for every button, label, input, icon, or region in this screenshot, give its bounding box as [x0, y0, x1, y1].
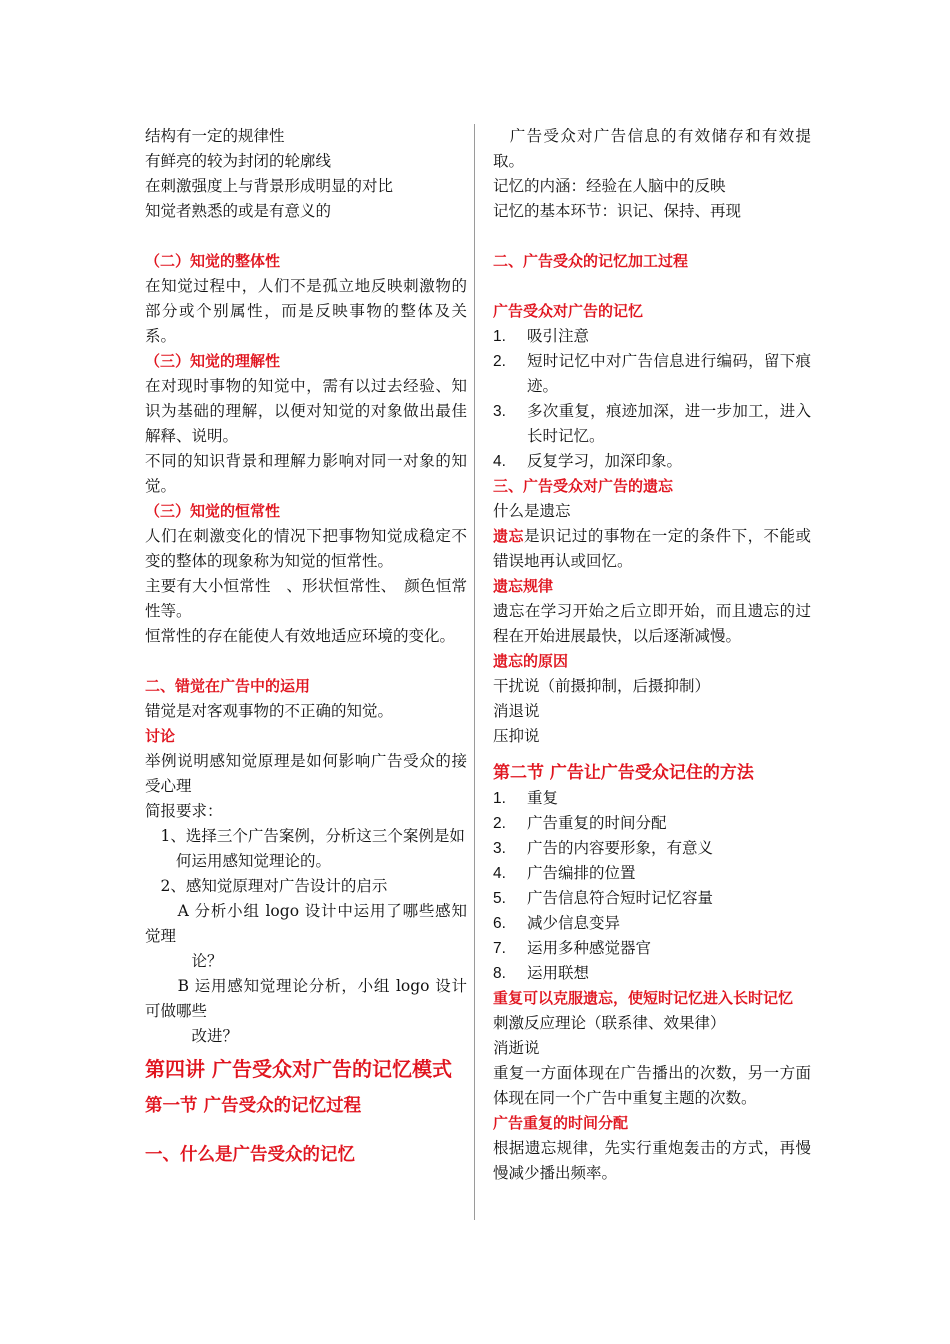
heading-memory: 广告受众对广告的记忆: [493, 302, 644, 320]
list-item: [493, 324, 811, 349]
section-title-2: 第二节 广告让广告受众记住的方法: [493, 763, 754, 783]
heading-discussion: 讨论: [145, 727, 176, 745]
list-item-text: 短时记忆中对广告信息进行编码，留下痕迹。: [527, 352, 811, 395]
text-line: 有鲜亮的较为封闭的轮廓线: [145, 152, 332, 170]
list-item: [493, 449, 811, 474]
list-item: [493, 861, 811, 886]
text-line: B 运用感知觉理论分析，小组 logo 设计可做哪些: [145, 977, 467, 1020]
lecture-title: 第四讲 广告受众对广告的记忆模式: [145, 1057, 452, 1081]
text-line: 结构有一定的规律性: [145, 127, 285, 145]
spacer: [145, 1124, 467, 1138]
text-line: 什么是遗忘: [493, 502, 571, 520]
text-line: 何运用感知觉理论的。: [145, 852, 332, 870]
spacer: [493, 749, 811, 761]
list-number: 1.: [493, 790, 506, 807]
paragraph-understanding: 在对现时事物的知觉中，需有以过去经验、知识为基础的理解，以便对知觉的对象做出最佳解释、说明。: [145, 377, 467, 445]
paragraph-forgetting-def: [493, 524, 811, 574]
paragraph-wholeness: 在知觉过程中，人们不是孤立地反映刺激物的部分或个别属性，而是反映事物的整体及关系。: [145, 277, 467, 345]
list-item: [493, 399, 811, 449]
text-line: 知觉者熟悉的或是有意义的: [145, 202, 332, 220]
heading-repeat: 重复可以克服遗忘，使短时记忆进入长时记忆: [493, 989, 794, 1007]
right-column: [493, 124, 811, 1186]
spacer: [145, 649, 467, 674]
paragraph-rule: 遗忘在学习开始之后立即开始，而且遗忘的过程在开始进展最快，以后逐渐减慢。: [493, 602, 811, 645]
memory-steps-list: [493, 324, 811, 474]
list-item-text: 吸引注意: [527, 327, 590, 345]
list-item-text: 广告重复的时间分配: [527, 814, 667, 832]
list-item: [493, 786, 811, 811]
list-item-text: 运用联想: [527, 964, 590, 982]
paragraph-understanding-2: 不同的知识背景和理解力影响对同一对象的知觉。: [145, 452, 467, 495]
list-item-text: 运用多种感觉器官: [527, 939, 652, 957]
list-item-text: 减少信息变异: [527, 914, 621, 932]
list-item-text: 反复学习，加深印象。: [527, 452, 683, 470]
text-line: 1、选择三个广告案例，分析这三个案例是如: [145, 827, 465, 845]
section-title: 第一节 广告受众的记忆过程: [145, 1096, 362, 1116]
text-line: 在刺激强度上与背景形成明显的对比: [145, 177, 394, 195]
spacer: [493, 274, 811, 299]
heading-understanding: （三）知觉的理解性: [145, 352, 281, 370]
definition-text: 是识记过的事物在一定的条件下，不能或错误地再认或回忆。: [493, 527, 811, 570]
heading-process: 二、广告受众的记忆加工过程: [493, 252, 689, 270]
methods-list: [493, 786, 811, 986]
list-number: 4.: [493, 865, 506, 882]
text-line: 2、感知觉原理对广告设计的启示: [145, 877, 388, 895]
paragraph-definition: 广告受众对广告信息的有效储存和有效提取。: [493, 127, 811, 170]
list-item-text: 多次重复，痕迹加深，进一步加工，进入长时记忆。: [527, 402, 811, 445]
list-item-text: 广告的内容要形象，有意义: [527, 839, 714, 857]
text-line: 压抑说: [493, 727, 540, 745]
paragraph-illusion: 错觉是对客观事物的不正确的知觉。: [145, 702, 394, 720]
list-number: 6.: [493, 915, 506, 932]
text-line: 消逝说: [493, 1039, 540, 1057]
text-line: 消退说: [493, 702, 540, 720]
heading-illusion: 二、错觉在广告中的运用: [145, 677, 311, 695]
list-item-text: 重复: [527, 789, 559, 807]
list-item-text: 广告信息符合短时记忆容量: [527, 889, 714, 907]
paragraph-constancy: 人们在刺激变化的情况下把事物知觉成稳定不变的整体的现象称为知觉的恒常性。: [145, 527, 467, 570]
spacer: [145, 224, 467, 249]
paragraph-timing: 根据遗忘规律，先实行重炮轰击的方式，再慢慢减少播出频率。: [493, 1139, 811, 1182]
list-item: [493, 961, 811, 986]
list-number: 7.: [493, 940, 506, 957]
heading-timing: 广告重复的时间分配: [493, 1114, 629, 1132]
list-number: 2.: [493, 815, 506, 832]
list-number: 8.: [493, 965, 506, 982]
list-item: [493, 349, 811, 399]
list-number: 4.: [493, 453, 506, 470]
text-line: 改进？: [145, 1027, 239, 1045]
list-number: 1.: [493, 328, 506, 345]
heading-cause: 遗忘的原因: [493, 652, 569, 670]
list-item: [493, 886, 811, 911]
paragraph-constancy-3: 恒常性的存在能使人有效地适应环境的变化。: [145, 627, 456, 645]
left-column: [145, 124, 467, 1173]
text-line: 刺激反应理论（联系律、效果律）: [493, 1014, 726, 1032]
spacer: [493, 224, 811, 249]
heading-constancy: （三）知觉的恒常性: [145, 502, 281, 520]
column-divider: [474, 124, 475, 1220]
list-item: [493, 911, 811, 936]
list-number: 5.: [493, 890, 506, 907]
text-line: 记忆的内涵：经验在人脑中的反映: [493, 177, 726, 195]
list-item: [493, 836, 811, 861]
heading-wholeness: （二）知觉的整体性: [145, 252, 281, 270]
text-line: 论？: [145, 952, 223, 970]
paragraph-repeat: 重复一方面体现在广告播出的次数，另一方面体现在同一个广告中重复主题的次数。: [493, 1064, 811, 1107]
text-line: 记忆的基本环节：识记、保持、再现: [493, 202, 742, 220]
list-item-text: 广告编排的位置: [527, 864, 636, 882]
list-item: [493, 936, 811, 961]
text-line: 简报要求：: [145, 802, 223, 820]
text-line: A 分析小组 logo 设计中运用了哪些感知觉理: [145, 902, 467, 945]
heading-rule: 遗忘规律: [493, 577, 554, 595]
heading-what-is-memory: 一、什么是广告受众的记忆: [145, 1145, 355, 1165]
list-number: 2.: [493, 353, 506, 370]
list-item: [493, 811, 811, 836]
list-number: 3.: [493, 840, 506, 857]
paragraph-constancy-2: 主要有大小恒常性 、形状恒常性、 颜色恒常性等。: [145, 577, 467, 620]
term-forgetting: 遗忘: [493, 527, 524, 545]
paragraph-discussion: 举例说明感知觉原理是如何影响广告受众的接受心理: [145, 752, 467, 795]
heading-forgetting: 三、广告受众对广告的遗忘: [493, 477, 674, 495]
text-line: 干扰说（前摄抑制，后摄抑制）: [493, 677, 711, 695]
list-number: 3.: [493, 403, 506, 420]
